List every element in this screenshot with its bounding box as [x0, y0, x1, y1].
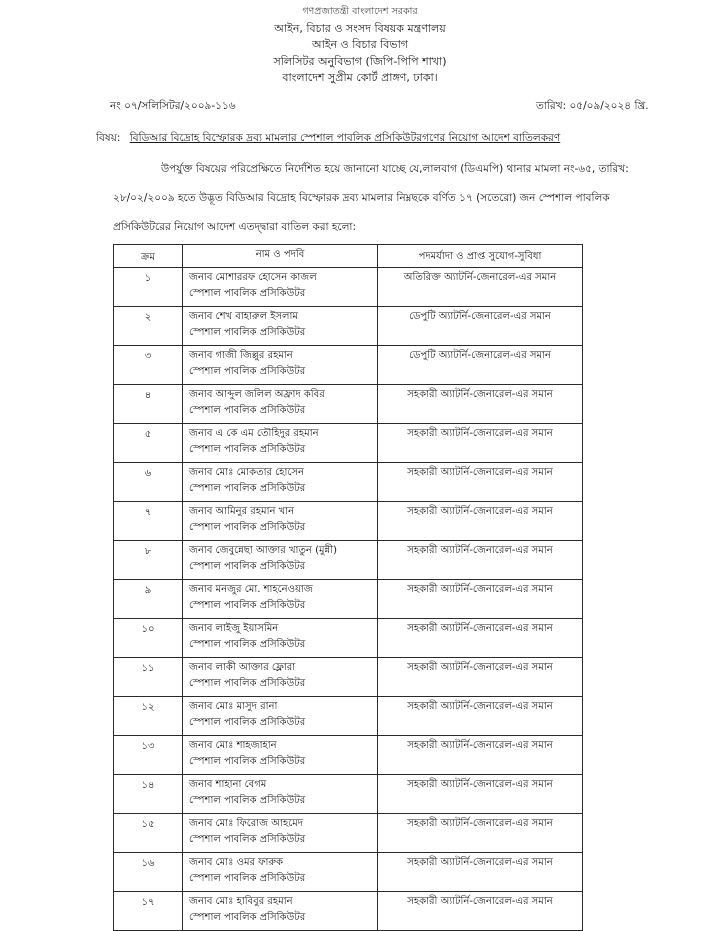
table-row — [114, 892, 583, 931]
person-name: জনাব গাজী জিল্লুর রহমান — [189, 350, 293, 361]
cell-name-designation — [183, 385, 378, 424]
person-name: জনাব মোঃ ওমর ফারুক — [189, 857, 284, 868]
prosecutor-table — [113, 244, 583, 931]
letterhead — [0, 4, 720, 87]
person-designation: স্পেশাল পাবলিক প্রসিকিউটর — [189, 795, 306, 806]
cell-serial: ১ — [114, 268, 183, 307]
person-name: জনাব মনজুর মো. শাহনেওয়াজ — [189, 584, 313, 595]
person-name: জনাব জেবুন্নেছা আক্তার খাতুন (মুন্নী) — [189, 545, 337, 556]
table-row — [114, 580, 583, 619]
reference-number: নং ০৭/সলিসিটর/২০০৯-১১৬ — [110, 100, 236, 112]
cell-serial: ৫ — [114, 424, 183, 463]
cell-name-designation — [183, 814, 378, 853]
cell-rank: সহকারী অ্যাটর্নি-জেনারেল-এর সমান — [378, 892, 583, 931]
person-designation: স্পেশাল পাবলিক প্রসিকিউটর — [189, 483, 306, 494]
cell-serial: ১২ — [114, 697, 183, 736]
person-designation: স্পেশাল পাবলিক প্রসিকিউটর — [189, 756, 306, 767]
person-name: জনাব এ কে এম তৌহিদুর রহমান — [189, 428, 319, 439]
cell-serial: ১০ — [114, 619, 183, 658]
cell-rank: ডেপুটি অ্যাটর্নি-জেনারেল-এর সমান — [378, 307, 583, 346]
table-row — [114, 307, 583, 346]
letterhead-wing: সলিসিটর অনুবিভাগ (জিপি-পিপি শাখা) — [273, 54, 447, 68]
cell-rank: সহকারী অ্যাটর্নি-জেনারেল-এর সমান — [378, 658, 583, 697]
table-row — [114, 268, 583, 307]
person-name: জনাব শাহানা বেগম — [189, 779, 267, 790]
person-name: জনাব লাইজু ইয়াসমিন — [189, 623, 279, 634]
cell-serial: ১৬ — [114, 853, 183, 892]
cell-serial: ৭ — [114, 502, 183, 541]
cell-name-designation — [183, 463, 378, 502]
document-date: তারিখ: ০৫/০৯/২০২৪ খ্রি. — [536, 100, 649, 112]
subject-text: বিডিআর বিদ্রোহ বিস্ফোরক দ্রব্য মামলার স্পেশাল পাবলিক প্রসিকিউটরগণের নিয়োগ আদেশ বাতিলকরণ — [129, 132, 561, 144]
person-designation: স্পেশাল পাবলিক প্রসিকিউটর — [189, 717, 306, 728]
cell-rank: সহকারী অ্যাটর্নি-জেনারেল-এর সমান — [378, 697, 583, 736]
cell-rank: সহকারী অ্যাটর্নি-জেনারেল-এর সমান — [378, 385, 583, 424]
body-paragraph — [113, 155, 673, 242]
person-designation: স্পেশাল পাবলিক প্রসিকিউটর — [189, 522, 306, 533]
person-designation: স্পেশাল পাবলিক প্রসিকিউটর — [189, 327, 306, 338]
cell-serial: ১১ — [114, 658, 183, 697]
header-name-designation: নাম ও পদবি — [183, 245, 378, 268]
person-name: জনাব মোশাররফ হোসেন কাজল — [189, 272, 317, 283]
cell-rank: সহকারী অ্যাটর্নি-জেনারেল-এর সমান — [378, 580, 583, 619]
person-designation: স্পেশাল পাবলিক প্রসিকিউটর — [189, 444, 306, 455]
person-designation: স্পেশাল পাবলিক প্রসিকিউটর — [189, 366, 306, 377]
table-row — [114, 346, 583, 385]
table-row — [114, 463, 583, 502]
person-name: জনাব মোঃ হাবিবুর রহমান — [189, 896, 293, 907]
cell-name-designation — [183, 697, 378, 736]
table-row — [114, 775, 583, 814]
cell-serial: ১৪ — [114, 775, 183, 814]
person-name: জনাব মোঃ মোকতার হোসেন — [189, 467, 304, 478]
cell-name-designation — [183, 424, 378, 463]
cell-rank: সহকারী অ্যাটর্নি-জেনারেল-এর সমান — [378, 619, 583, 658]
cell-serial: ১৫ — [114, 814, 183, 853]
letterhead-government: গণপ্রজাতন্ত্রী বাংলাদেশ সরকার — [302, 6, 418, 17]
cell-name-designation — [183, 346, 378, 385]
cell-serial: ৯ — [114, 580, 183, 619]
table-header-row — [114, 245, 583, 268]
cell-rank: সহকারী অ্যাটর্নি-জেনারেল-এর সমান — [378, 424, 583, 463]
table-row — [114, 658, 583, 697]
table-body — [114, 268, 583, 931]
cell-name-designation — [183, 619, 378, 658]
cell-name-designation — [183, 736, 378, 775]
cell-rank: সহকারী অ্যাটর্নি-জেনারেল-এর সমান — [378, 775, 583, 814]
cell-name-designation — [183, 892, 378, 931]
table-row — [114, 814, 583, 853]
cell-serial: ১৩ — [114, 736, 183, 775]
letterhead-division: আইন ও বিচার বিভাগ — [311, 38, 409, 51]
cell-rank: অতিরিক্ত অ্যাটর্নি-জেনারেল-এর সমান — [378, 268, 583, 307]
table-row — [114, 619, 583, 658]
header-rank-privileges: পদমর্যাদা ও প্রাপ্ত সুযোগ-সুবিধা — [378, 245, 583, 268]
cell-name-designation — [183, 775, 378, 814]
person-designation: স্পেশাল পাবলিক প্রসিকিউটর — [189, 600, 306, 611]
table-row — [114, 385, 583, 424]
letterhead-ministry: আইন, বিচার ও সংসদ বিষয়ক মন্ত্রণালয় — [274, 21, 446, 35]
cell-name-designation — [183, 853, 378, 892]
cell-serial: ৩ — [114, 346, 183, 385]
person-designation: স্পেশাল পাবলিক প্রসিকিউটর — [189, 678, 306, 689]
cell-name-designation — [183, 658, 378, 697]
person-name: জনাব শেখ বাহারুল ইসলাম — [189, 311, 298, 322]
person-name: জনাব মোঃ শাহজাহান — [189, 740, 277, 751]
cell-name-designation — [183, 580, 378, 619]
header-serial: ক্রম — [114, 245, 183, 268]
table-row — [114, 502, 583, 541]
cell-rank: সহকারী অ্যাটর্নি-জেনারেল-এর সমান — [378, 502, 583, 541]
cell-rank: সহকারী অ্যাটর্নি-জেনারেল-এর সমান — [378, 541, 583, 580]
person-designation: স্পেশাল পাবলিক প্রসিকিউটর — [189, 288, 306, 299]
person-designation: স্পেশাল পাবলিক প্রসিকিউটর — [189, 873, 306, 884]
cell-serial: ১৭ — [114, 892, 183, 931]
person-name: জনাব মোঃ মাসুদ রানা — [189, 701, 278, 712]
cell-rank: সহকারী অ্যাটর্নি-জেনারেল-এর সমান — [378, 736, 583, 775]
table-row — [114, 424, 583, 463]
subject-line — [96, 131, 560, 148]
table-row — [114, 736, 583, 775]
cell-name-designation — [183, 268, 378, 307]
body-line-1: উপর্যুক্ত বিষয়ের পরিপ্রেক্ষিতে নির্দেশিত হয়ে জানানো যাচ্ছে যে,লালবাগ (ডিএমপি) থানার মামলা নং-৬৫, তারিখ: — [161, 163, 629, 175]
cell-serial: ৮ — [114, 541, 183, 580]
person-name: জনাব আব্দুল জলিল অফ্রাদ কবির — [189, 389, 325, 400]
cell-name-designation — [183, 307, 378, 346]
body-line-3: প্রসিকিউটরের নিয়োগ আদেশ এতদ্দ্বারা বাতিল করা হলো: — [113, 221, 357, 233]
person-designation: স্পেশাল পাবলিক প্রসিকিউটর — [189, 912, 306, 923]
cell-rank: ডেপুটি অ্যাটর্নি-জেনারেল-এর সমান — [378, 346, 583, 385]
body-line-2: ২৮/০২/২০০৯ হতে উদ্ভূত বিডিআর বিদ্রোহ বিস্ফোরক দ্রব্য মামলার নিম্নছকে বর্ণিত ১৭ (সতেরো) জন স্পেশাল পাবলিক — [113, 192, 610, 204]
subject-label: বিষয়: — [96, 132, 121, 144]
table-row — [114, 541, 583, 580]
person-name: জনাব মোঃ ফিরোজ আহমেদ — [189, 818, 304, 829]
person-designation: স্পেশাল পাবলিক প্রসিকিউটর — [189, 834, 306, 845]
cell-serial: ৬ — [114, 463, 183, 502]
letterhead-address: বাংলাদেশ সুপ্রীম কোর্ট প্রাঙ্গণ, ঢাকা। — [282, 71, 438, 84]
cell-name-designation — [183, 502, 378, 541]
table-row — [114, 853, 583, 892]
cell-serial: ২ — [114, 307, 183, 346]
person-name: জনাব আমিনুর রহমান খান — [189, 506, 295, 517]
person-designation: স্পেশাল পাবলিক প্রসিকিউটর — [189, 561, 306, 572]
person-designation: স্পেশাল পাবলিক প্রসিকিউটর — [189, 405, 306, 416]
cell-rank: সহকারী অ্যাটর্নি-জেনারেল-এর সমান — [378, 853, 583, 892]
cell-rank: সহকারী অ্যাটর্নি-জেনারেল-এর সমান — [378, 814, 583, 853]
table-row — [114, 697, 583, 736]
cell-name-designation — [183, 541, 378, 580]
cell-rank: সহকারী অ্যাটর্নি-জেনারেল-এর সমান — [378, 463, 583, 502]
person-name: জনাব লাকী আক্তার ফ্লোরা — [189, 662, 296, 673]
cell-serial: ৪ — [114, 385, 183, 424]
person-designation: স্পেশাল পাবলিক প্রসিকিউটর — [189, 639, 306, 650]
